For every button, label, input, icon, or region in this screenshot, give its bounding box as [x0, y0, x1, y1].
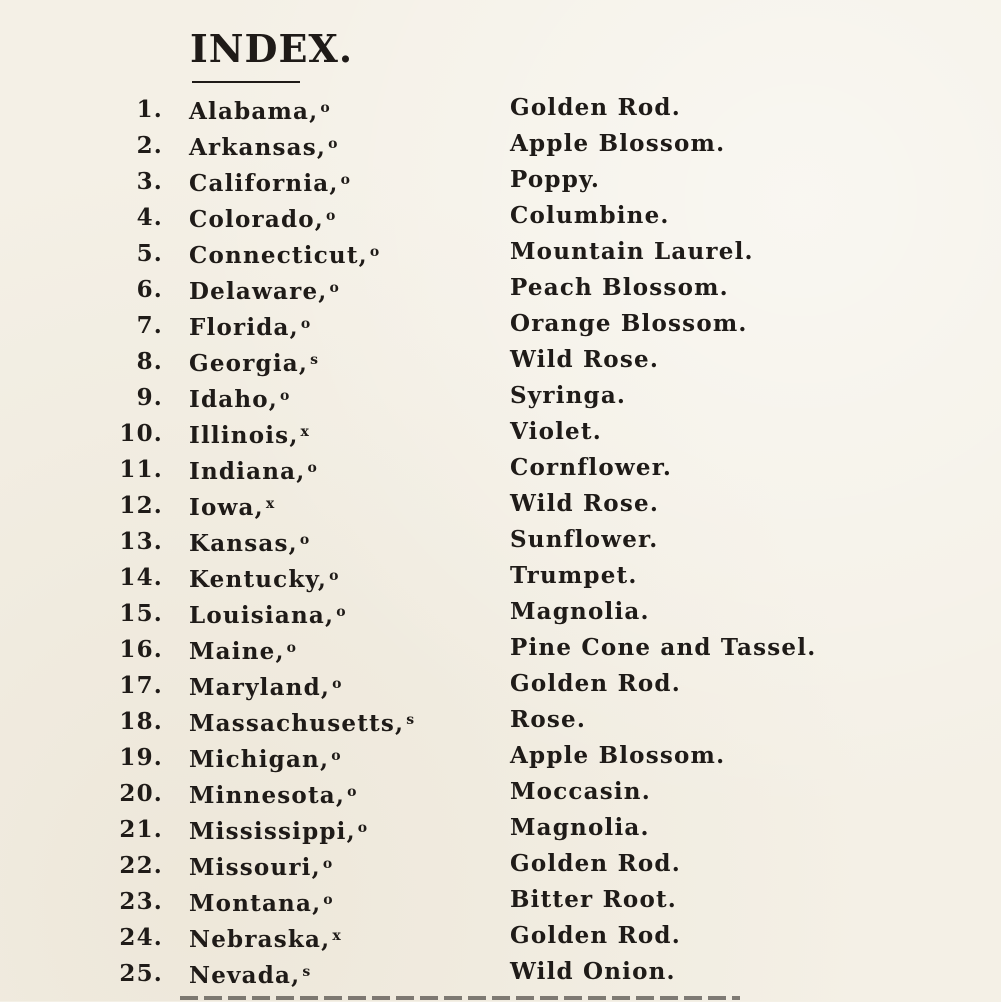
- index-row: [0, 522, 1001, 558]
- state-flower: Bitter Root.: [510, 886, 678, 913]
- state-mark: o: [323, 892, 333, 908]
- index-row: [0, 594, 1001, 630]
- state-name: Kentucky,: [189, 566, 328, 593]
- row-number: 1.: [136, 96, 163, 123]
- state-name: Louisiana,: [189, 602, 335, 629]
- index-row: [0, 198, 1001, 234]
- state-mark: o: [357, 820, 368, 836]
- state-name: Colorado,: [189, 206, 324, 233]
- state-name: Indiana,: [189, 458, 306, 485]
- state-flower: Sunflower.: [510, 526, 659, 553]
- state-name: Iowa,: [189, 494, 264, 521]
- state-flower: Apple Blossom.: [510, 130, 726, 157]
- state-flower: Wild Rose.: [510, 346, 660, 373]
- index-row: [0, 126, 1001, 162]
- state-name: Nevada,: [189, 962, 301, 989]
- state-name-cell: [189, 666, 341, 706]
- state-name-cell: [189, 486, 274, 526]
- row-number: 3.: [136, 168, 163, 195]
- row-number: 23.: [119, 888, 163, 915]
- page-title: INDEX.: [190, 26, 354, 71]
- index-row: [0, 378, 1001, 414]
- index-row: [0, 234, 1001, 270]
- state-name-cell: [189, 738, 341, 778]
- state-mark: o: [369, 244, 380, 260]
- state-flower: Golden Rod.: [510, 922, 681, 949]
- state-name-cell: [189, 702, 414, 742]
- row-number: 2.: [136, 132, 163, 159]
- index-row: [0, 810, 1001, 846]
- state-name-cell: [189, 594, 346, 634]
- state-flower: Magnolia.: [510, 814, 650, 841]
- state-flower: Apple Blossom.: [510, 742, 726, 769]
- state-name-cell: [189, 630, 296, 670]
- state-name-cell: [189, 342, 318, 382]
- state-name-cell: [189, 126, 337, 166]
- state-name-cell: [189, 306, 310, 346]
- state-mark: o: [336, 604, 346, 620]
- state-flower: Wild Rose.: [510, 490, 660, 517]
- state-flower: Golden Rod.: [510, 670, 681, 697]
- state-mark: o: [307, 460, 317, 476]
- row-number: 20.: [119, 780, 163, 807]
- state-mark: o: [280, 388, 290, 404]
- row-number: 21.: [119, 816, 163, 843]
- row-number: 4.: [136, 204, 163, 231]
- row-number: 14.: [119, 564, 163, 591]
- state-name-cell: [189, 918, 341, 958]
- state-flower: Wild Onion.: [510, 958, 676, 985]
- row-number: 7.: [136, 312, 163, 339]
- state-name: Georgia,: [189, 350, 309, 377]
- state-flower: Pine Cone and Tassel.: [510, 634, 817, 661]
- state-mark: x: [265, 496, 275, 512]
- state-mark: o: [300, 316, 311, 332]
- index-row: [0, 666, 1001, 702]
- row-number: 6.: [136, 276, 163, 303]
- index-row: [0, 270, 1001, 306]
- state-name-cell: [189, 450, 317, 490]
- state-name-cell: [189, 198, 335, 238]
- row-number: 13.: [119, 528, 163, 555]
- state-name: Montana,: [189, 890, 322, 917]
- row-number: 17.: [119, 672, 163, 699]
- state-name: Illinois,: [189, 422, 299, 449]
- row-number: 16.: [119, 636, 163, 663]
- state-flower: Rose.: [510, 706, 587, 733]
- state-flower: Magnolia.: [510, 598, 650, 625]
- state-name: Massachusetts,: [189, 710, 405, 737]
- index-row: [0, 306, 1001, 342]
- index-row: [0, 450, 1001, 486]
- state-mark: s: [406, 712, 415, 728]
- state-mark: s: [302, 964, 311, 980]
- state-name: Maryland,: [189, 674, 331, 701]
- index-row: [0, 558, 1001, 594]
- row-number: 25.: [119, 960, 163, 987]
- index-row: [0, 738, 1001, 774]
- state-name: Florida,: [189, 314, 299, 341]
- row-number: 11.: [119, 456, 163, 483]
- index-list: [0, 90, 1001, 990]
- state-name: Arkansas,: [189, 134, 327, 161]
- state-flower: Violet.: [510, 418, 602, 445]
- row-number: 5.: [136, 240, 163, 267]
- row-number: 15.: [119, 600, 163, 627]
- state-mark: o: [320, 100, 330, 116]
- row-number: 24.: [119, 924, 163, 951]
- state-name: Nebraska,: [189, 926, 331, 953]
- row-number: 19.: [119, 744, 163, 771]
- state-name: Connecticut,: [189, 242, 368, 269]
- index-row: [0, 414, 1001, 450]
- state-flower: Moccasin.: [510, 778, 651, 805]
- state-mark: o: [322, 856, 333, 872]
- state-flower: Columbine.: [510, 202, 670, 229]
- state-mark: x: [300, 424, 309, 440]
- state-mark: o: [286, 640, 297, 656]
- state-name-cell: [189, 414, 309, 454]
- state-name-cell: [189, 846, 332, 886]
- state-name: Delaware,: [189, 278, 328, 305]
- state-name-cell: [189, 270, 339, 310]
- row-number: 12.: [119, 492, 163, 519]
- state-name-cell: [189, 522, 309, 562]
- state-name: California,: [189, 170, 339, 197]
- state-flower: Peach Blossom.: [510, 274, 729, 301]
- state-flower: Golden Rod.: [510, 94, 681, 121]
- index-row: [0, 954, 1001, 990]
- state-mark: s: [310, 352, 318, 368]
- state-name: Kansas,: [189, 530, 298, 557]
- state-name-cell: [189, 378, 289, 418]
- state-name-cell: [189, 90, 330, 130]
- state-name-cell: [189, 558, 338, 598]
- state-flower: Trumpet.: [510, 562, 638, 589]
- row-number: 22.: [119, 852, 163, 879]
- state-name-cell: [189, 162, 350, 202]
- state-name: Mississippi,: [189, 818, 356, 845]
- state-flower: Orange Blossom.: [510, 310, 748, 337]
- state-flower: Golden Rod.: [510, 850, 681, 877]
- index-row: [0, 846, 1001, 882]
- index-row: [0, 882, 1001, 918]
- title-underline: [192, 81, 300, 83]
- row-number: 18.: [119, 708, 163, 735]
- state-mark: o: [328, 136, 338, 152]
- state-mark: o: [299, 532, 310, 548]
- state-mark: o: [332, 676, 342, 692]
- state-name-cell: [189, 234, 379, 274]
- index-row: [0, 486, 1001, 522]
- state-name: Missouri,: [189, 854, 321, 881]
- index-row: [0, 630, 1001, 666]
- state-mark: o: [331, 748, 341, 764]
- row-number: 9.: [136, 384, 163, 411]
- index-row: [0, 342, 1001, 378]
- state-name-cell: [189, 810, 367, 850]
- state-name: Michigan,: [189, 746, 330, 773]
- state-mark: o: [325, 208, 336, 224]
- state-flower: Mountain Laurel.: [510, 238, 754, 265]
- index-row: [0, 918, 1001, 954]
- index-row: [0, 702, 1001, 738]
- state-mark: x: [332, 928, 341, 944]
- index-row: [0, 774, 1001, 810]
- state-flower: Syringa.: [510, 382, 627, 409]
- state-mark: o: [329, 280, 339, 296]
- state-mark: o: [340, 172, 350, 188]
- state-name: Idaho,: [189, 386, 279, 413]
- row-number: 8.: [136, 348, 163, 375]
- state-name: Alabama,: [189, 98, 319, 125]
- state-mark: o: [347, 784, 357, 800]
- cut-off-next-row: [180, 988, 780, 1002]
- state-name: Maine,: [189, 638, 285, 665]
- state-flower: Cornflower.: [510, 454, 673, 481]
- state-mark: o: [329, 568, 339, 584]
- state-name: Minnesota,: [189, 782, 346, 809]
- state-flower: Poppy.: [510, 166, 601, 193]
- row-number: 10.: [119, 420, 163, 447]
- index-row: [0, 162, 1001, 198]
- state-name-cell: [189, 774, 356, 814]
- state-name-cell: [189, 882, 333, 922]
- index-row: [0, 90, 1001, 126]
